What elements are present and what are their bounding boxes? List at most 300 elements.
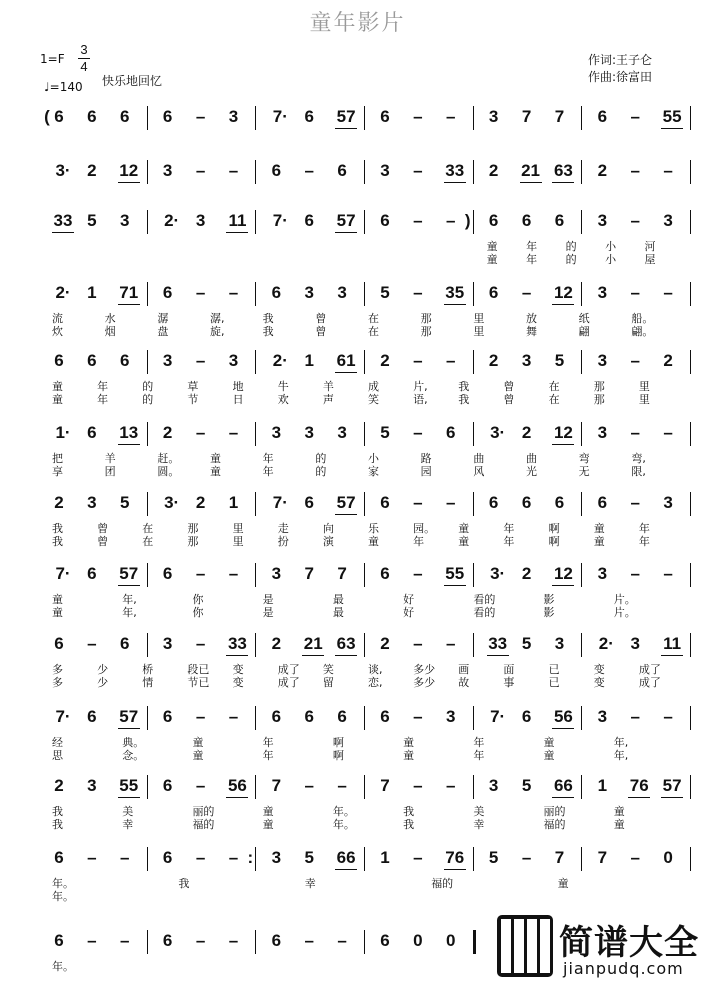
note: 6: [87, 707, 97, 726]
lyric-syllable: 谈,: [368, 663, 383, 676]
note: –: [337, 931, 347, 950]
lyric-syllable: 段已: [187, 663, 210, 676]
note: –: [663, 564, 673, 583]
lyric-syllable: 年: [473, 736, 485, 749]
lyric-syllable: 啊: [332, 749, 344, 762]
note: 2·: [272, 351, 288, 370]
bar-line: [147, 422, 148, 446]
note: –: [446, 211, 456, 230]
lyric-syllable: 福的: [543, 818, 566, 831]
lyric-syllable: 我: [52, 818, 63, 831]
lyric-syllable: 留: [322, 676, 334, 689]
note: 11: [228, 211, 247, 230]
note: 3: [120, 211, 130, 230]
logo-url: jianpudq.com: [563, 959, 684, 978]
lyric-syllable: 福的: [192, 818, 215, 831]
note: 1·: [55, 423, 71, 442]
lyric-syllable: 丽的: [543, 805, 566, 818]
note: 35: [445, 283, 465, 302]
bar-line: [690, 160, 691, 184]
lyric-syllable: 看的: [473, 606, 496, 619]
lyric-syllable: 的: [142, 380, 154, 393]
note: –: [446, 493, 456, 512]
bar-line: [147, 492, 148, 516]
note: 3: [304, 423, 314, 442]
lyric-syllable: 的: [565, 240, 577, 253]
key-signature: 1=F: [40, 52, 65, 66]
note: 2: [162, 423, 173, 442]
note: 12: [553, 283, 573, 302]
note: 3: [380, 161, 390, 180]
note: –: [521, 283, 532, 302]
note: 6: [304, 707, 314, 726]
beam: [302, 655, 324, 656]
piano-keys-icon: [497, 915, 553, 977]
lyric-syllable: 羊: [104, 452, 116, 465]
lyric-syllable: 翩: [578, 325, 590, 338]
lyric-syllable: 曾: [315, 312, 327, 325]
lyric-syllable: 恋,: [368, 676, 383, 689]
bar-line: [581, 847, 582, 871]
note: 76: [629, 776, 649, 795]
beam: [118, 304, 140, 305]
note: 7: [271, 776, 282, 795]
lyric-syllable: 好: [403, 593, 415, 606]
tempo-marking: ♩=140: [44, 80, 83, 94]
note: 56: [227, 776, 247, 795]
lyric-syllable: 童: [210, 452, 221, 465]
lyric-syllable: 年。: [52, 960, 74, 973]
note: 57: [336, 211, 356, 230]
lyric-syllable: 年,: [613, 736, 629, 749]
score-row: [0, 847, 715, 907]
bar-line: [473, 706, 474, 730]
note: 6: [54, 931, 64, 950]
lyric-syllable: 弯,: [631, 452, 646, 465]
lyric-syllable: 家: [368, 465, 379, 478]
lyric-syllable: 你: [192, 606, 204, 619]
lyric-syllable: 年。: [52, 890, 74, 903]
lyric-syllable: 情: [142, 676, 154, 689]
note: –: [413, 776, 423, 795]
note: –: [630, 351, 640, 370]
lyric-syllable: 在: [368, 312, 379, 325]
lyric-syllable: 炊: [52, 325, 63, 338]
note: –: [413, 283, 423, 302]
lyric-syllable: 美: [122, 805, 134, 818]
note: 6: [271, 931, 282, 950]
lyric-syllable: 变: [232, 676, 244, 689]
note: 3: [597, 211, 608, 230]
lyric-syllable: 团: [104, 465, 116, 478]
note: –: [228, 423, 239, 442]
note: 3: [228, 107, 239, 126]
note: –: [413, 211, 423, 230]
note: 7: [380, 776, 390, 795]
bar-line: [147, 210, 148, 234]
note: –: [87, 634, 97, 653]
lyric-syllable: 年: [638, 535, 650, 548]
note: 7·: [55, 564, 71, 583]
beam: [552, 797, 574, 798]
note: –: [337, 776, 347, 795]
note: –: [304, 161, 314, 180]
note: –: [630, 423, 640, 442]
note: –: [413, 423, 423, 442]
note: 7·: [272, 493, 288, 512]
note: 3: [162, 161, 173, 180]
beam: [226, 797, 248, 798]
lyric-syllable: 片,: [413, 380, 428, 393]
bar-line: [364, 706, 365, 730]
score-row: [0, 775, 715, 835]
lyric-syllable: 片。: [613, 606, 636, 619]
beam: [335, 514, 357, 515]
lyric-syllable: 童: [403, 749, 415, 762]
bar-line: [690, 706, 691, 730]
bar-line: [255, 492, 256, 516]
bar-line: [473, 633, 474, 657]
note: –: [630, 283, 640, 302]
bar-line: [473, 282, 474, 306]
note: –: [630, 564, 640, 583]
beam: [118, 797, 140, 798]
bar-line: [364, 210, 365, 234]
note: –: [195, 351, 206, 370]
lyric-syllable: 少: [97, 663, 109, 676]
note: 2·: [164, 211, 180, 230]
lyric-syllable: 已: [548, 676, 560, 689]
note: 1: [87, 283, 97, 302]
lyric-syllable: 典。: [122, 736, 145, 749]
lyric-syllable: 变: [593, 663, 605, 676]
bar-line: [581, 492, 582, 516]
lyric-syllable: 最: [332, 606, 344, 619]
lyric-syllable: 年: [638, 522, 650, 535]
bar-line: [581, 633, 582, 657]
lyric-syllable: 美: [473, 805, 485, 818]
note: 1: [597, 776, 608, 795]
score-row: [0, 706, 715, 766]
bar-line: [473, 775, 474, 799]
note: 3·: [164, 493, 180, 512]
note: 7·: [272, 211, 288, 230]
note: –: [120, 931, 130, 950]
lyric-syllable: 把: [52, 452, 63, 465]
note: 3: [554, 634, 565, 653]
bar-line: [364, 847, 365, 871]
lyric-syllable: 年: [97, 393, 109, 406]
lyric-syllable: 日: [232, 393, 244, 406]
lyric-syllable: 成了: [277, 676, 300, 689]
note: –: [413, 634, 423, 653]
note: 3: [337, 423, 347, 442]
lyric-syllable: 年: [413, 535, 425, 548]
bar-line: [473, 492, 474, 516]
lyric-syllable: 幸: [122, 818, 134, 831]
lyric-syllable: 纸: [578, 312, 590, 325]
lyric-syllable: 多少: [413, 663, 436, 676]
beam: [335, 128, 357, 129]
note: 6: [304, 107, 314, 126]
note: –: [413, 351, 423, 370]
lyric-syllable: 路: [420, 452, 432, 465]
beam: [335, 655, 357, 656]
lyric-syllable: 那: [593, 393, 605, 406]
note: 2: [271, 634, 282, 653]
lyric-syllable: 啊: [548, 522, 560, 535]
lyric-syllable: 童: [52, 393, 63, 406]
lyric-syllable: 成了: [277, 663, 300, 676]
note: 3: [521, 351, 532, 370]
lyric-syllable: 看的: [473, 593, 496, 606]
note: :: [247, 848, 254, 867]
bar-line: [255, 282, 256, 306]
note: –: [87, 931, 97, 950]
lyric-syllable: 童: [52, 606, 63, 619]
bar-line: [364, 106, 365, 130]
lyric-syllable: 桥: [142, 663, 154, 676]
note: –: [195, 634, 206, 653]
bar-line: [364, 930, 365, 954]
lyric-syllable: 年,: [122, 593, 137, 606]
lyric-syllable: 向: [322, 522, 334, 535]
bar-line: [690, 422, 691, 446]
bar-line: [364, 775, 365, 799]
note: ): [464, 211, 471, 230]
lyric-syllable: 笑: [368, 393, 379, 406]
bar-line: [473, 210, 474, 234]
note: 3: [271, 848, 282, 867]
bar-line: [255, 930, 256, 954]
beam: [335, 232, 357, 233]
bar-line: [473, 160, 474, 184]
note: –: [413, 707, 423, 726]
beam: [335, 869, 357, 870]
note: 3: [195, 211, 206, 230]
lyric-syllable: 声: [322, 393, 334, 406]
bar-line: [364, 350, 365, 374]
note: 1: [228, 493, 239, 512]
note: (: [44, 107, 50, 126]
score-row: [0, 422, 715, 482]
lyric-syllable: 童: [543, 749, 555, 762]
note: 3: [663, 493, 673, 512]
note: 5: [521, 634, 532, 653]
bar-line: [690, 350, 691, 374]
note: 0: [413, 931, 423, 950]
lyric-syllable: 园。: [413, 522, 436, 535]
note: 1: [380, 848, 390, 867]
note: 6: [54, 351, 64, 370]
note: 0: [446, 931, 456, 950]
bar-line: [364, 282, 365, 306]
bar-line: [581, 350, 582, 374]
site-logo: [497, 915, 709, 983]
lyric-syllable: 限,: [631, 465, 646, 478]
note: 3: [162, 351, 173, 370]
note: 2: [663, 351, 673, 370]
note: –: [630, 848, 640, 867]
note: 6: [488, 493, 499, 512]
note: 0: [663, 848, 673, 867]
note: 21: [521, 161, 540, 180]
lyric-syllable: 年: [473, 749, 485, 762]
lyric-syllable: 我: [403, 818, 415, 831]
note: 7: [337, 564, 347, 583]
lyric-syllable: 年,: [613, 749, 629, 762]
note: 6: [521, 493, 532, 512]
lyric-syllable: 曲: [473, 452, 485, 465]
note: 3·: [55, 161, 71, 180]
lyric-syllable: 演: [322, 535, 334, 548]
note: –: [195, 931, 206, 950]
note: 33: [53, 211, 73, 230]
note: 13: [119, 423, 139, 442]
note: 3: [271, 564, 282, 583]
note: 6: [380, 493, 390, 512]
lyric-syllable: 的: [315, 465, 327, 478]
bar-line: [364, 422, 365, 446]
bar-line: [255, 210, 256, 234]
note: 7: [304, 564, 314, 583]
bar-line: [473, 350, 474, 374]
note: 63: [553, 161, 573, 180]
note: 57: [336, 107, 356, 126]
note: 5: [380, 283, 390, 302]
lyric-syllable: 童: [192, 749, 204, 762]
lyric-syllable: 影: [543, 593, 555, 606]
note: –: [195, 423, 206, 442]
note: –: [195, 564, 206, 583]
lyric-syllable: 羊: [322, 380, 334, 393]
logo-text: 简谱大全: [559, 923, 699, 963]
bar-line: [690, 282, 691, 306]
note: 6: [337, 161, 347, 180]
note: 6: [54, 107, 64, 126]
lyric-syllable: 童: [368, 535, 379, 548]
lyric-syllable: 我: [403, 805, 415, 818]
lyric-syllable: 风: [473, 465, 485, 478]
note: –: [228, 848, 239, 867]
lyric-syllable: 你: [192, 593, 204, 606]
song-title: 童年影片: [309, 11, 406, 36]
lyric-syllable: 年,: [122, 606, 137, 619]
bar-line: [147, 350, 148, 374]
lyric-syllable: 童: [458, 522, 470, 535]
lyric-syllable: 我: [458, 380, 470, 393]
lyric-syllable: 的: [142, 393, 154, 406]
bar-line: [147, 106, 148, 130]
lyric-syllable: 变: [593, 676, 605, 689]
note: 3: [630, 634, 640, 653]
note: 57: [336, 493, 356, 512]
lyric-syllable: 念。: [122, 749, 145, 762]
bar-line: [147, 563, 148, 587]
bar-line: [473, 422, 474, 446]
lyric-syllable: 地: [232, 380, 244, 393]
beam: [552, 728, 574, 729]
note: 6: [521, 707, 532, 726]
note: 6: [120, 634, 130, 653]
bar-line: [255, 350, 256, 374]
lyric-syllable: 片。: [613, 593, 636, 606]
lyric-syllable: 翩。: [631, 325, 654, 338]
note: 3·: [490, 423, 506, 442]
lyric-syllable: 年: [526, 240, 538, 253]
lyric-syllable: 里: [232, 522, 244, 535]
lyric-syllable: 丽的: [192, 805, 215, 818]
note: –: [446, 634, 456, 653]
note: 6: [162, 931, 173, 950]
note: 6: [162, 283, 173, 302]
lyric-syllable: 盘: [157, 325, 169, 338]
note: 1: [304, 351, 314, 370]
note: 6: [271, 283, 282, 302]
note: –: [413, 161, 423, 180]
lyric-syllable: 故: [458, 676, 470, 689]
note: 76: [445, 848, 465, 867]
note: 2: [380, 351, 390, 370]
lyric-syllable: 年: [503, 522, 515, 535]
bar-line: [690, 633, 691, 657]
lyric-syllable: 多少: [413, 676, 436, 689]
note: 7: [554, 107, 565, 126]
note: –: [521, 848, 532, 867]
lyric-syllable: 草: [187, 380, 199, 393]
lyric-syllable: 里: [232, 535, 244, 548]
beam: [118, 444, 140, 445]
lyric-syllable: 童: [403, 736, 415, 749]
lyric-syllable: 笑: [322, 663, 334, 676]
note: –: [228, 283, 239, 302]
lyric-syllable: 里: [473, 312, 485, 325]
bar-line: [364, 563, 365, 587]
note: 66: [553, 776, 573, 795]
score-row: [0, 106, 715, 166]
bar-line: [581, 210, 582, 234]
lyric-syllable: 我: [52, 522, 63, 535]
note: –: [446, 776, 456, 795]
note: 6: [380, 107, 390, 126]
note: 2: [521, 564, 532, 583]
bar-line: [690, 106, 691, 130]
lyric-syllable: 河: [644, 240, 656, 253]
lyric-syllable: 福的: [431, 877, 454, 890]
note: –: [228, 931, 239, 950]
lyric-syllable: 屋: [644, 253, 656, 266]
note: 5: [304, 848, 314, 867]
lyric-syllable: 成了: [638, 676, 661, 689]
note: 7·: [55, 707, 71, 726]
note: 71: [119, 283, 139, 302]
lyric-syllable: 曾: [97, 522, 109, 535]
lyric-syllable: 已: [548, 663, 560, 676]
lyric-syllable: 享: [52, 465, 63, 478]
note: 2: [195, 493, 206, 512]
note: 6: [87, 107, 97, 126]
bar-line: [255, 422, 256, 446]
note: –: [87, 848, 97, 867]
lyric-syllable: 走: [277, 522, 289, 535]
note: –: [195, 161, 206, 180]
time-signature-top: 3: [80, 42, 88, 57]
bar-line: [364, 633, 365, 657]
note: 6: [488, 211, 499, 230]
note: 3: [597, 423, 608, 442]
lyric-syllable: 曾: [503, 393, 515, 406]
lyric-syllable: 啊: [332, 736, 344, 749]
